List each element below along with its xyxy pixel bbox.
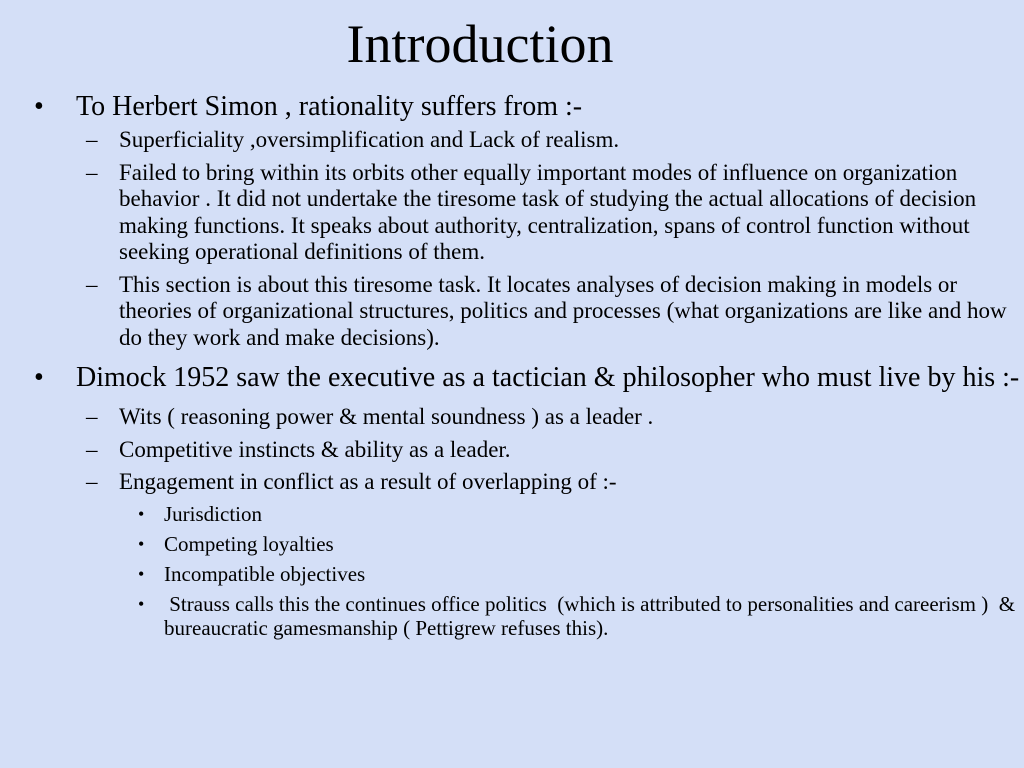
sub-item-text: Engagement in conflict as a result of overlapping of :- bbox=[119, 469, 617, 494]
bullet-icon: • bbox=[34, 91, 44, 122]
slide-title: Introduction bbox=[346, 14, 614, 74]
bullet-icon: • bbox=[138, 563, 145, 584]
sub-item-text: Superficiality ,oversimplification and Lack of realism. bbox=[119, 127, 620, 152]
sub-sub-item-jurisdiction bbox=[30, 502, 1020, 526]
sub-item-text: Failed to bring within its orbits other equally important modes of influence on organization behavior . It did not undertake the tiresome task of studying the actual allocations of decision making functions. It speaks about authority, centralization, spans of control function without seeking operational definitions of them. bbox=[119, 159, 977, 264]
sub-item-text: Wits ( reasoning power & mental soundness ) as a leader . bbox=[119, 404, 654, 429]
sub-sub-item-strauss bbox=[30, 592, 1020, 640]
bullet-text: To Herbert Simon , rationality suffers from :- bbox=[76, 91, 583, 122]
bullet-icon: • bbox=[34, 362, 44, 393]
sub-sub-item-objectives bbox=[30, 562, 1020, 586]
dash-icon: – bbox=[86, 436, 98, 462]
sub-sub-item-text: Strauss calls this the continues office politics (which is attributed to personalities and careerism ) & bureaucratic gamesmanship ( Pettigrew refuses this). bbox=[164, 591, 1021, 640]
sub-item-engagement bbox=[30, 469, 1020, 496]
dash-icon: – bbox=[86, 404, 98, 429]
sub-sub-item-text: Competing loyalties bbox=[164, 531, 334, 556]
bullet-item-dimock bbox=[30, 363, 1020, 392]
sub-sub-item-text: Incompatible objectives bbox=[164, 561, 366, 586]
slide-content bbox=[30, 88, 1020, 640]
dash-icon: – bbox=[86, 127, 98, 152]
sub-item-competitive bbox=[30, 437, 1020, 464]
sub-item-wits bbox=[30, 404, 1020, 431]
bullet-text: Dimock 1952 saw the executive as a tactician & philosopher who must live by his :- bbox=[76, 362, 1020, 393]
sub-item-superficiality bbox=[30, 127, 1020, 154]
sub-item-text: This section is about this tiresome task. It locates analyses of decision making in models or theories of organizational structures, politics and processes (what organizations are like and how do they work and make decisions). bbox=[119, 271, 1007, 350]
sub-item-failed bbox=[30, 160, 1020, 266]
sub-sub-item-loyalties bbox=[30, 532, 1020, 556]
sub-sub-item-text: Jurisdiction bbox=[164, 501, 262, 526]
sub-item-section bbox=[30, 272, 1020, 352]
bullet-icon: • bbox=[138, 503, 145, 524]
dash-icon: – bbox=[86, 271, 98, 297]
bullet-item-simon bbox=[30, 92, 1020, 121]
dash-icon: – bbox=[86, 159, 98, 185]
sub-item-text: Competitive instincts & ability as a leader. bbox=[119, 436, 511, 462]
dash-icon: – bbox=[86, 469, 98, 494]
bullet-icon: • bbox=[138, 533, 145, 554]
bullet-icon: • bbox=[138, 593, 145, 614]
